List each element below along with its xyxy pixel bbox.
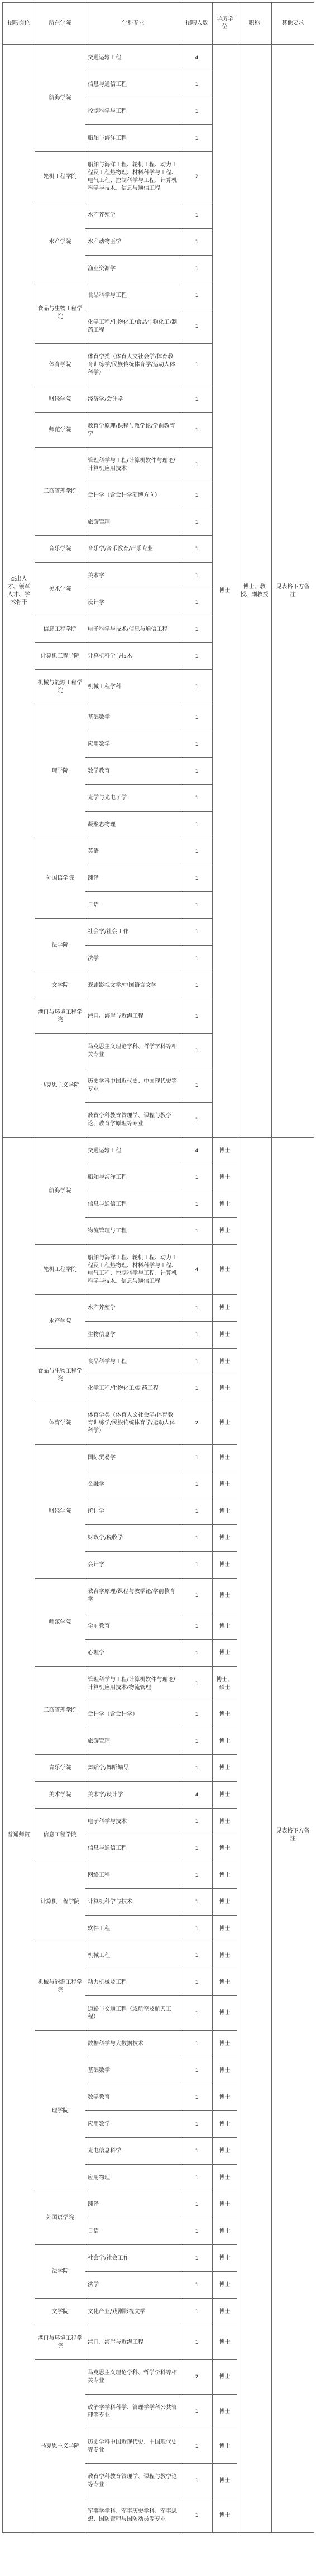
count-cell: 1 — [181, 256, 213, 282]
degree-cell: 博士 — [213, 1164, 237, 1191]
count-cell: 1 — [181, 1375, 213, 1402]
count-cell: 1 — [181, 704, 213, 731]
college-cell: 理学院 — [35, 2031, 85, 2191]
degree-cell: 博士 — [213, 2464, 237, 2498]
major-cell: 物流管理与工程 — [85, 1218, 181, 1245]
count-cell: 1 — [181, 838, 213, 865]
major-cell: 经济学/会计学 — [85, 386, 181, 413]
degree-cell: 博士 — [213, 2299, 237, 2325]
college-cell: 法学院 — [35, 919, 85, 972]
count-cell: 1 — [181, 865, 213, 892]
degree-cell: 博士 — [213, 1701, 237, 1728]
degree-cell: 博士 — [213, 2360, 237, 2395]
header-title: 职称 — [237, 3, 272, 45]
degree-cell: 博士 — [213, 1191, 237, 1218]
degree-cell: 博士 — [213, 1728, 237, 1755]
major-cell: 船舶与海洋工程 — [85, 125, 181, 152]
note-cell: 见表格下方备注 — [272, 1138, 314, 2533]
major-cell: 数学教育 — [85, 2084, 181, 2111]
college-cell: 工商管理学院 — [35, 448, 85, 536]
count-cell: 4 — [181, 1245, 213, 1295]
major-cell: 旅游管理 — [85, 509, 181, 536]
major-cell: 社会学/社会工作 — [85, 919, 181, 946]
college-cell: 计算机工程学院 — [35, 643, 85, 670]
major-cell: 化学工程/生物化工/食品生物化工/制药工程 — [85, 309, 181, 344]
major-cell: 水产养殖学 — [85, 1295, 181, 1322]
major-cell: 教育学原理/课程与教学论/学前教育学 — [85, 413, 181, 448]
count-cell: 4 — [181, 1782, 213, 1809]
count-cell: 1 — [181, 919, 213, 946]
degree-cell: 博士 — [213, 1402, 237, 1445]
count-cell: 1 — [181, 1862, 213, 1889]
major-cell: 应用数学 — [85, 2111, 181, 2138]
college-cell: 水产学院 — [35, 202, 85, 282]
count-cell: 4 — [181, 1138, 213, 1164]
major-cell: 交通运输工程 — [85, 45, 181, 71]
count-cell: 1 — [181, 1701, 213, 1728]
header-degree: 学历学位 — [213, 3, 237, 45]
degree-cell: 博士 — [213, 2057, 237, 2084]
post-cell: 普通师资 — [3, 1138, 35, 2533]
degree-cell: 博士 — [213, 2165, 237, 2191]
major-cell: 国际贸易学 — [85, 1445, 181, 1471]
major-cell: 食品科学与工程 — [85, 282, 181, 309]
college-cell: 文学院 — [35, 972, 85, 999]
college-cell: 机械与能源工程学院 — [35, 670, 85, 704]
count-cell: 1 — [181, 1996, 213, 2031]
major-cell: 马克思主义理论学科、哲学学科等相关专业 — [85, 1034, 181, 1068]
degree-cell: 博士 — [213, 2498, 237, 2533]
count-cell: 1 — [181, 482, 213, 509]
degree-cell: 博士 — [213, 2111, 237, 2138]
major-cell: 历史学科中国近现代史、中国现代史等专业 — [85, 2429, 181, 2464]
count-cell: 1 — [181, 1969, 213, 1996]
major-cell: 统计学 — [85, 1498, 181, 1525]
degree-cell: 博士 — [213, 1552, 237, 1579]
count-cell: 1 — [181, 1613, 213, 1640]
major-cell: 社会学/社会工作 — [85, 2245, 181, 2272]
major-cell: 会计学（含会计学） — [85, 1701, 181, 1728]
count-cell: 1 — [181, 344, 213, 386]
table-header — [3, 3, 314, 45]
count-cell: 1 — [181, 2084, 213, 2111]
college-cell: 文学院 — [35, 2299, 85, 2325]
header-row — [3, 3, 314, 45]
count-cell: 1 — [181, 2165, 213, 2191]
count-cell: 1 — [181, 643, 213, 670]
major-cell: 翻译 — [85, 865, 181, 892]
major-cell: 网络工程 — [85, 1862, 181, 1889]
count-cell: 4 — [181, 45, 213, 71]
degree-cell: 博士 — [213, 2084, 237, 2111]
college-cell: 体育学院 — [35, 1402, 85, 1445]
table-row — [3, 1138, 314, 1164]
degree-cell: 博士 — [213, 1640, 237, 1667]
count-cell: 1 — [181, 282, 213, 309]
count-cell: 1 — [181, 2245, 213, 2272]
count-cell: 1 — [181, 2031, 213, 2057]
major-cell: 音乐学/音乐教育/声乐专业 — [85, 536, 181, 563]
college-cell: 师范学院 — [35, 1579, 85, 1667]
degree-cell: 博士 — [213, 1916, 237, 1942]
major-cell: 数学教育 — [85, 758, 181, 785]
major-cell: 教育学原理/课程与教学论/学前教育学 — [85, 1579, 181, 1613]
major-cell: 美术学/设计学 — [85, 1782, 181, 1809]
major-cell: 日语 — [85, 892, 181, 919]
count-cell: 1 — [181, 892, 213, 919]
major-cell: 凝聚态物理 — [85, 812, 181, 838]
degree-cell: 博士 — [213, 1375, 237, 1402]
count-cell: 1 — [181, 448, 213, 482]
degree-cell: 博士 — [213, 1245, 237, 1295]
count-cell: 1 — [181, 1755, 213, 1782]
post-cell: 杰出人才、领军人才、学术骨干 — [3, 45, 35, 1138]
major-cell: 管理科学与工程/计算机软件与理论/计算机应用技术/物流管理 — [85, 1667, 181, 1701]
count-cell: 1 — [181, 386, 213, 413]
major-cell: 交通运输工程 — [85, 1138, 181, 1164]
count-cell: 1 — [181, 1889, 213, 1916]
degree-cell: 博士 — [213, 1809, 237, 1835]
major-cell: 渔业资源学 — [85, 256, 181, 282]
major-cell: 软件工程 — [85, 1916, 181, 1942]
count-cell: 2 — [181, 152, 213, 202]
college-cell: 食品与生物工程学院 — [35, 282, 85, 344]
count-cell: 1 — [181, 125, 213, 152]
college-cell: 外国语学院 — [35, 2191, 85, 2245]
count-cell: 1 — [181, 1103, 213, 1138]
degree-cell: 博士 — [213, 1782, 237, 1809]
count-cell: 1 — [181, 309, 213, 344]
count-cell: 1 — [181, 1218, 213, 1245]
degree-cell: 博士 — [213, 1138, 237, 1164]
count-cell: 1 — [181, 536, 213, 563]
college-cell: 外国语学院 — [35, 838, 85, 919]
major-cell: 数据科学与大数据技术 — [85, 2031, 181, 2057]
major-cell: 控制科学与工程 — [85, 98, 181, 125]
major-cell: 化学工程/生物化工/制药工程 — [85, 1375, 181, 1402]
count-cell: 1 — [181, 1667, 213, 1701]
count-cell: 1 — [181, 2325, 213, 2360]
degree-cell: 博士 — [213, 1525, 237, 1552]
count-cell: 1 — [181, 999, 213, 1034]
degree-cell: 博士 — [213, 1862, 237, 1889]
major-cell: 动力机械及工程 — [85, 1969, 181, 1996]
degree-cell: 博士 — [213, 45, 237, 1138]
title-cell — [237, 1138, 272, 2533]
major-cell: 电子科学与技术 — [85, 1809, 181, 1835]
count-cell: 1 — [181, 1640, 213, 1667]
major-cell: 教育学科教育管理学、课程与教学论、教育学原理等专业 — [85, 1103, 181, 1138]
major-cell: 光学与光电子学 — [85, 785, 181, 812]
count-cell: 1 — [181, 2464, 213, 2498]
degree-cell: 博士 — [213, 2429, 237, 2464]
major-cell: 光电信息科学 — [85, 2138, 181, 2165]
degree-cell: 博士 — [213, 2031, 237, 2057]
major-cell: 机械工程 — [85, 1942, 181, 1969]
major-cell: 学前教育 — [85, 1613, 181, 1640]
count-cell: 1 — [181, 2191, 213, 2218]
college-cell: 航海学院 — [35, 1138, 85, 1245]
college-cell: 航海学院 — [35, 45, 85, 152]
degree-cell: 博士 — [213, 1445, 237, 1471]
degree-cell: 博士 — [213, 1996, 237, 2031]
major-cell: 基础数学 — [85, 2057, 181, 2084]
college-cell: 信息工程学院 — [35, 616, 85, 643]
college-cell: 体育学院 — [35, 344, 85, 386]
major-cell: 文化产业/戏剧影视文学 — [85, 2299, 181, 2325]
major-cell: 道路与交通工程（或航空及航天工程） — [85, 1996, 181, 2031]
major-cell: 信息与通信工程 — [85, 1835, 181, 1862]
degree-cell: 博士 — [213, 2272, 237, 2299]
count-cell: 1 — [181, 1579, 213, 1613]
college-cell: 美术学院 — [35, 1782, 85, 1809]
degree-cell: 博士 — [213, 2138, 237, 2165]
major-cell: 水产动物医学 — [85, 229, 181, 256]
major-cell: 金融学 — [85, 1471, 181, 1498]
count-cell: 1 — [181, 589, 213, 616]
college-cell: 财经学院 — [35, 1445, 85, 1579]
header-other: 其他要求 — [272, 3, 314, 45]
major-cell: 马克思主义理论学科、哲学学科等相关专业 — [85, 2360, 181, 2395]
count-cell: 1 — [181, 2111, 213, 2138]
major-cell: 基础数学 — [85, 704, 181, 731]
degree-cell: 博士 — [213, 1835, 237, 1862]
count-cell: 1 — [181, 98, 213, 125]
major-cell: 会计学 — [85, 1552, 181, 1579]
degree-cell: 博士 — [213, 1942, 237, 1969]
major-cell: 政治学学科科学、管理学学科公共管理等专业 — [85, 2395, 181, 2429]
college-cell: 信息工程学院 — [35, 1809, 85, 1862]
table-row — [3, 45, 314, 71]
count-cell: 1 — [181, 972, 213, 999]
degree-cell: 博士 — [213, 2218, 237, 2245]
count-cell: 1 — [181, 71, 213, 98]
degree-cell: 博士 — [213, 1498, 237, 1525]
count-cell: 1 — [181, 1498, 213, 1525]
major-cell: 管理科学与工程/计算机软件与理论/计算机应用技术 — [85, 448, 181, 482]
major-cell: 日语 — [85, 2218, 181, 2245]
major-cell: 电子科学与技术/信息与通信工程 — [85, 616, 181, 643]
degree-cell: 博士 — [213, 1889, 237, 1916]
count-cell: 1 — [181, 2498, 213, 2533]
degree-cell: 博士 — [213, 1755, 237, 1782]
major-cell: 机械工程学科 — [85, 670, 181, 704]
degree-cell: 博士 — [213, 1613, 237, 1640]
count-cell: 1 — [181, 202, 213, 229]
degree-cell: 博士 — [213, 1322, 237, 1349]
degree-cell: 博士 — [213, 2245, 237, 2272]
count-cell: 1 — [181, 2299, 213, 2325]
major-cell: 财政学/税收学 — [85, 1525, 181, 1552]
degree-cell: 博士 — [213, 1579, 237, 1613]
count-cell: 1 — [181, 1835, 213, 1862]
count-cell: 2 — [181, 2360, 213, 2395]
count-cell: 1 — [181, 1942, 213, 1969]
count-cell: 1 — [181, 1916, 213, 1942]
college-cell: 师范学院 — [35, 413, 85, 448]
college-cell: 水产学院 — [35, 1295, 85, 1349]
degree-cell: 博士 — [213, 1295, 237, 1322]
count-cell: 1 — [181, 509, 213, 536]
college-cell: 港口与环境工程学院 — [35, 999, 85, 1034]
count-cell: 1 — [181, 2429, 213, 2464]
count-cell: 1 — [181, 785, 213, 812]
college-cell: 财经学院 — [35, 386, 85, 413]
count-cell: 1 — [181, 1445, 213, 1471]
header-post: 招聘岗位 — [3, 3, 35, 45]
recruitment-table — [2, 2, 314, 2533]
table-body — [3, 45, 314, 2533]
count-cell: 1 — [181, 731, 213, 758]
degree-cell: 博士 — [213, 1969, 237, 1996]
count-cell: 1 — [181, 812, 213, 838]
count-cell: 1 — [181, 1191, 213, 1218]
major-cell: 港口、海岸与近海工程 — [85, 2325, 181, 2360]
count-cell: 1 — [181, 1349, 213, 1375]
college-cell: 音乐学院 — [35, 1755, 85, 1782]
college-cell: 食品与生物工程学院 — [35, 1349, 85, 1402]
count-cell: 1 — [181, 1728, 213, 1755]
degree-cell: 博士 — [213, 1349, 237, 1375]
count-cell: 1 — [181, 2057, 213, 2084]
count-cell: 2 — [181, 1402, 213, 1445]
college-cell: 机械与能源工程学院 — [35, 1942, 85, 2031]
major-cell: 应用数学 — [85, 731, 181, 758]
major-cell: 食品科学与工程 — [85, 1349, 181, 1375]
degree-cell: 博士、硕士 — [213, 1667, 237, 1701]
header-major: 学科专业 — [85, 3, 181, 45]
college-cell: 理学院 — [35, 704, 85, 838]
header-count: 招聘人数 — [181, 3, 213, 45]
header-college: 所在学院 — [35, 3, 85, 45]
count-cell: 1 — [181, 1525, 213, 1552]
college-cell: 港口与环境工程学院 — [35, 2325, 85, 2360]
major-cell: 生物信息学 — [85, 1322, 181, 1349]
degree-cell: 博士 — [213, 1471, 237, 1498]
count-cell: 1 — [181, 1295, 213, 1322]
title-cell: 博士、教授、副教授 — [237, 45, 272, 1138]
count-cell: 1 — [181, 1322, 213, 1349]
major-cell: 旅游管理 — [85, 1728, 181, 1755]
major-cell: 英语 — [85, 838, 181, 865]
count-cell: 1 — [181, 2272, 213, 2299]
major-cell: 教育学科教育管理学、课程与教学论等专业 — [85, 2464, 181, 2498]
major-cell: 军事学学科、军事历史学科、军事思想、国防管理与国防动员等专业 — [85, 2498, 181, 2533]
major-cell: 法学 — [85, 2272, 181, 2299]
count-cell: 1 — [181, 2138, 213, 2165]
college-cell: 音乐学院 — [35, 536, 85, 563]
degree-cell: 博士 — [213, 2325, 237, 2360]
count-cell: 1 — [181, 1471, 213, 1498]
count-cell: 1 — [181, 946, 213, 972]
major-cell: 历史学科中国近代史、中国现代史等专业 — [85, 1068, 181, 1103]
count-cell: 1 — [181, 670, 213, 704]
degree-cell: 博士 — [213, 2191, 237, 2218]
college-cell: 工商管理学院 — [35, 1667, 85, 1755]
major-cell: 计算机科学与技术 — [85, 643, 181, 670]
college-cell: 轮机工程学院 — [35, 152, 85, 202]
count-cell: 1 — [181, 1068, 213, 1103]
college-cell: 轮机工程学院 — [35, 1245, 85, 1295]
major-cell: 体育学类（体育人文社会学/体育教育训练学/民族传统体育学/运动人体科学） — [85, 1402, 181, 1445]
college-cell: 法学院 — [35, 2245, 85, 2299]
college-cell: 马克思主义学院 — [35, 2360, 85, 2533]
major-cell: 船舶与海洋工程 — [85, 1164, 181, 1191]
major-cell: 心理学 — [85, 1640, 181, 1667]
major-cell: 水产养殖学 — [85, 202, 181, 229]
major-cell: 港口、海岸与近海工程 — [85, 999, 181, 1034]
major-cell: 戏剧影视文学/中国语言文学 — [85, 972, 181, 999]
count-cell: 1 — [181, 563, 213, 589]
major-cell: 美术学 — [85, 563, 181, 589]
major-cell: 应用物理 — [85, 2165, 181, 2191]
note-cell: 见表格下方备注 — [272, 45, 314, 1138]
major-cell: 会计学（含会计学硕博方向） — [85, 482, 181, 509]
major-cell: 计算机科学与技术 — [85, 1889, 181, 1916]
count-cell: 1 — [181, 1034, 213, 1068]
major-cell: 舞蹈学/舞蹈编导 — [85, 1755, 181, 1782]
count-cell: 1 — [181, 2395, 213, 2429]
count-cell: 1 — [181, 616, 213, 643]
count-cell: 1 — [181, 2218, 213, 2245]
count-cell: 1 — [181, 758, 213, 785]
major-cell: 信息与通信工程 — [85, 1191, 181, 1218]
count-cell: 1 — [181, 1552, 213, 1579]
major-cell: 翻译 — [85, 2191, 181, 2218]
college-cell: 美术学院 — [35, 563, 85, 616]
major-cell: 体育学类（体育人文社会学/体育教育训练学/民族传统体育学/运动人体科学） — [85, 344, 181, 386]
count-cell: 1 — [181, 1164, 213, 1191]
degree-cell: 博士 — [213, 1218, 237, 1245]
count-cell: 1 — [181, 413, 213, 448]
college-cell: 计算机工程学院 — [35, 1862, 85, 1942]
major-cell: 信息与通信工程 — [85, 71, 181, 98]
count-cell: 1 — [181, 1809, 213, 1835]
major-cell: 设计学 — [85, 589, 181, 616]
major-cell: 船舶与海洋工程、轮机工程、动力工程及工程热物理、材料科学与工程、电气工程、控制科学与工程、计算机科学与技术、信息与通信工程 — [85, 1245, 181, 1295]
degree-cell: 博士 — [213, 2395, 237, 2429]
major-cell: 船舶与海洋工程、轮机工程、动力工程及工程热物理、材料科学与工程、电气工程、控制科学与工程、计算机科学与技术、信息与通信工程 — [85, 152, 181, 202]
major-cell: 法学 — [85, 946, 181, 972]
college-cell: 马克思主义学院 — [35, 1034, 85, 1138]
count-cell: 1 — [181, 229, 213, 256]
